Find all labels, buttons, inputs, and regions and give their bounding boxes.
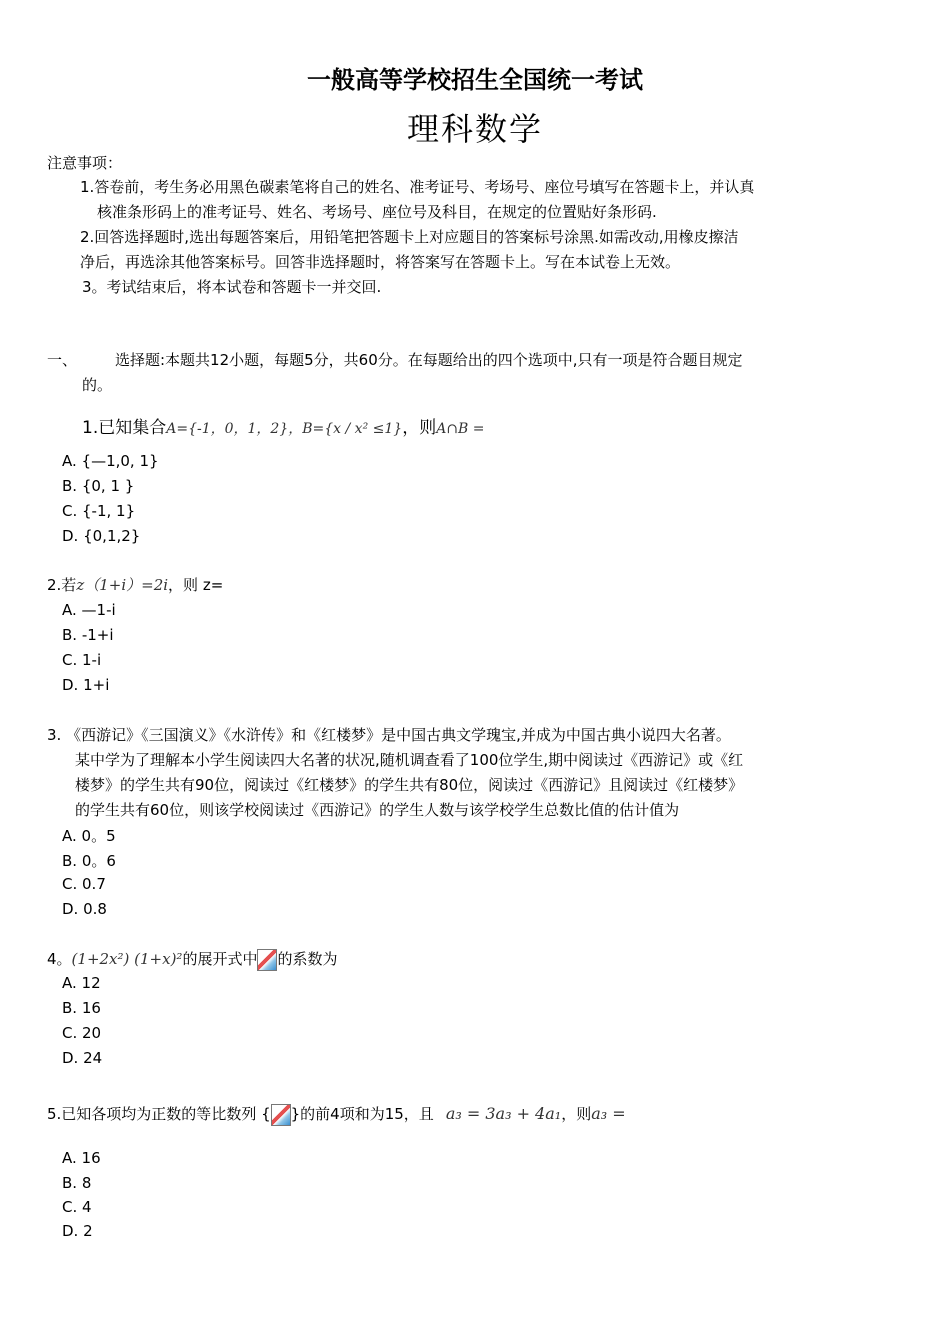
question-5-stem: [47, 1102, 626, 1126]
question-3-option-c: C. 0.7: [62, 875, 106, 893]
subject-title: 理科数学: [406, 110, 543, 148]
broken-image-icon: [257, 949, 277, 971]
question-5-option-b: B. 8: [62, 1174, 92, 1192]
question-3-option-d: D. 0.8: [62, 900, 107, 918]
question-4-option-d: D. 24: [62, 1049, 103, 1067]
exam-title: 一般高等学校招生全国统一考试: [307, 66, 643, 94]
notice-item-3: 3。考试结束后，将本试卷和答题卡一并交回.: [82, 278, 382, 296]
question-3-stem-line-1: 3. 《西游记》《三国演义》《水浒传》和《红楼梦》是中国古典文学瑰宝,并成为中国古典小说四大名著。: [47, 726, 731, 744]
question-5-mid: }的前4项和为15，且: [290, 1105, 434, 1123]
question-2-suffix: ，则 z=: [168, 576, 224, 594]
question-1-option-d: D. {0,1,2}: [62, 527, 141, 545]
question-4-option-c: C. 20: [62, 1024, 102, 1042]
question-3-stem-line-4: 的学生共有60位，则该学校阅读过《西游记》的学生人数与该学校学生总数比值的估计值为: [75, 801, 680, 819]
notice-item-1-line-2: 核准条形码上的准考证号、姓名、考场号、座位号及科目，在规定的位置贴好条形码.: [97, 203, 657, 221]
question-2-prefix: 2.若: [47, 576, 77, 594]
question-5-math-2: a₃ =: [591, 1104, 626, 1123]
question-2-option-a: A. —1-i: [62, 601, 116, 619]
question-3-stem-line-3: 楼梦》的学生共有90位，阅读过《红楼梦》的学生共有80位，阅读过《西游记》且阅读过《红楼梦》: [75, 776, 744, 794]
section-intro-line-2: 的。: [82, 376, 113, 394]
question-1-math-2: A∩B =: [436, 421, 485, 437]
notice-item-1-line-1: 1.答卷前，考生务必用黑色碳素笔将自己的姓名、准考证号、考场号、座位号填写在答题卡上，并认真: [80, 178, 755, 196]
question-1-math: A={-1，0，1，2}，B={x / x² ≤1}: [166, 421, 403, 437]
question-4-option-a: A. 12: [62, 974, 101, 992]
question-3-stem-line-2: 某中学为了理解本小学生阅读四大名著的状况,随机调查看了100位学生,期中阅读过《西游记》或《红: [75, 751, 744, 769]
question-5-option-d: D. 2: [62, 1222, 93, 1240]
question-5-suffix: ，则: [561, 1105, 592, 1123]
section-intro-line-1: 选择题:本题共12小题，每题5分，共60分。在每题给出的四个选项中,只有一项是符合题目规定: [115, 351, 743, 369]
question-1-suffix: ，则: [402, 418, 437, 438]
question-5-option-c: C. 4: [62, 1198, 92, 1216]
question-1-option-a: A. {—1,0, 1}: [62, 452, 159, 470]
question-4-suffix: 的展开式中: [182, 950, 258, 968]
broken-image-icon: [271, 1104, 291, 1126]
question-4-suffix-2: 的系数为: [277, 950, 338, 968]
question-3-option-a: A. 0。5: [62, 827, 116, 845]
section-number: 一、: [47, 351, 78, 369]
question-1-option-b: B. {0, 1 }: [62, 477, 135, 495]
question-1-stem: [82, 413, 485, 438]
question-4-math: (1+2x²) (1+x)²: [71, 950, 183, 968]
question-4-stem: [47, 947, 337, 971]
question-3-option-b: B. 0。6: [62, 852, 116, 870]
notice-item-2-line-1: 2.回答选择题时,选出每题答案后，用铅笔把答题卡上对应题目的答案标号涂黑.如需改动,用橡皮擦洁: [80, 228, 739, 246]
question-4-prefix: 4。: [47, 950, 72, 968]
question-2-stem: [47, 573, 223, 597]
question-4-option-b: B. 16: [62, 999, 101, 1017]
question-5-math: a₃ = 3a₃ + 4a₁: [445, 1104, 562, 1123]
question-2-option-b: B. -1+i: [62, 626, 114, 644]
question-2-option-c: C. 1-i: [62, 651, 102, 669]
question-5-option-a: A. 16: [62, 1149, 101, 1167]
question-5-prefix: 5.已知各项均为正数的等比数列 {: [47, 1105, 271, 1123]
question-2-math: z（1+i）=2i: [76, 576, 169, 594]
question-1-prefix: 1.已知集合: [82, 418, 167, 438]
question-2-option-d: D. 1+i: [62, 676, 110, 694]
notice-item-2-line-2: 净后，再选涂其他答案标号。回答非选择题时，将答案写在答题卡上。写在本试卷上无效。: [80, 253, 681, 271]
notice-heading: 注意事项：: [47, 154, 123, 172]
question-1-option-c: C. {-1, 1}: [62, 502, 136, 520]
